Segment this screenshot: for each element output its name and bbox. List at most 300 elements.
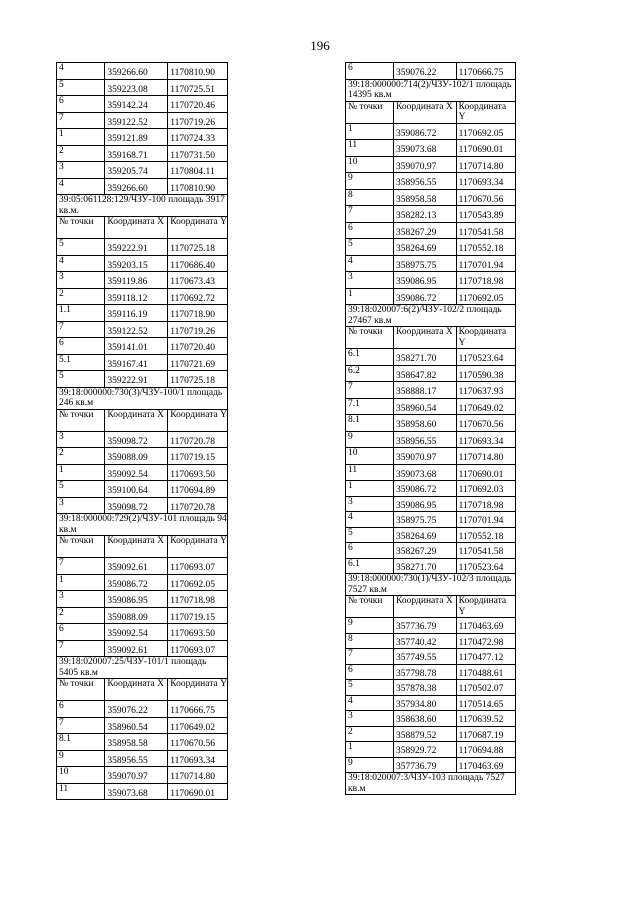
point-number: 2: [57, 145, 105, 162]
coordinate-y: 1170488.61: [456, 664, 515, 680]
table-row: [346, 481, 516, 497]
table-row: [346, 189, 516, 206]
table-row: [57, 591, 228, 608]
point-number: 7: [57, 558, 105, 575]
table-row: [346, 664, 516, 680]
point-number: 5: [346, 680, 394, 696]
coordinate-y: 1170720.46: [168, 96, 228, 113]
coordinate-y: 1170523.64: [456, 349, 515, 366]
coordinate-x: 359086.72: [394, 288, 457, 305]
header-row: [346, 327, 516, 349]
coordinate-y: 1170649.02: [168, 717, 228, 734]
header-coordinate-x: Координата X: [394, 327, 457, 349]
header-coordinate-y: Координата Y: [168, 536, 228, 558]
point-number: 7: [346, 382, 394, 399]
point-number: 8.1: [57, 734, 105, 751]
table-row: [346, 431, 516, 448]
point-number: 5: [57, 481, 105, 498]
coordinate-x: 359076.22: [394, 63, 457, 80]
point-number: 1: [346, 742, 394, 758]
coordinate-x: 358264.69: [394, 239, 457, 256]
point-number: 2: [57, 288, 105, 305]
point-number: 4: [346, 695, 394, 711]
coordinate-y: 1170692.05: [456, 123, 515, 140]
table-row: [57, 288, 228, 305]
header-point-number: № точки: [57, 536, 105, 558]
coordinate-y: 1170693.34: [168, 750, 228, 767]
coordinate-y: 1170718.98: [168, 591, 228, 608]
header-row: [57, 536, 228, 558]
coordinate-x: 359086.95: [394, 496, 457, 512]
table-row: [346, 63, 516, 80]
table-row: [346, 711, 516, 727]
coordinate-x: 359116.19: [105, 305, 168, 322]
table-row: [57, 272, 228, 289]
header-point-number: № точки: [57, 409, 105, 431]
table-row: [57, 558, 228, 575]
point-number: 8: [346, 189, 394, 206]
coordinate-y: 1170718.90: [168, 305, 228, 322]
coordinate-y: 1170690.01: [168, 783, 228, 800]
coordinate-x: 358958.58: [394, 189, 457, 206]
header-coordinate-x: Координата X: [105, 536, 168, 558]
coordinate-y: 1170541.58: [456, 543, 515, 559]
table-row: [57, 338, 228, 355]
table-row: [346, 156, 516, 173]
coordinate-x: 358956.55: [394, 431, 457, 448]
coordinate-x: 357740.42: [394, 633, 457, 649]
table-row: [346, 239, 516, 256]
coordinate-x: 359119.86: [105, 272, 168, 289]
point-number: 1: [346, 288, 394, 305]
coordinate-x: 359070.97: [394, 448, 457, 465]
coordinate-x: 358956.55: [105, 750, 168, 767]
header-coordinate-x: Координата X: [105, 679, 168, 701]
point-number: 7: [57, 321, 105, 338]
coordinate-x: 358271.70: [394, 558, 457, 574]
coordinate-y: 1170693.34: [456, 431, 515, 448]
section-title: 39:18:000000:730(3)/ЧЗУ-100/1 площадь 246 кв.м: [57, 387, 228, 409]
coordinate-x: 358267.29: [394, 222, 457, 239]
coordinate-y: 1170670.56: [168, 734, 228, 751]
table-row: [346, 272, 516, 289]
coordinate-y: 1170693.07: [168, 640, 228, 657]
header-coordinate-y: Координата Y: [456, 101, 515, 123]
coordinate-y: 1170472.98: [456, 633, 515, 649]
coordinate-y: 1170714.80: [456, 448, 515, 465]
table-row: [346, 726, 516, 742]
coordinate-y: 1170670.56: [456, 189, 515, 206]
table-row: [57, 145, 228, 162]
table-row: [346, 742, 516, 758]
table-row: [346, 140, 516, 157]
table-row: [346, 349, 516, 366]
point-number: 4: [57, 63, 105, 80]
coordinate-y: 1170719.15: [168, 607, 228, 624]
table-row: [346, 255, 516, 272]
table-row: [57, 701, 228, 718]
header-point-number: № точки: [57, 217, 105, 239]
point-number: 8: [346, 633, 394, 649]
point-number: 9: [346, 173, 394, 190]
point-number: 3: [57, 497, 105, 514]
coordinate-y: 1170720.78: [168, 497, 228, 514]
coordinate-y: 1170477.12: [456, 649, 515, 665]
table-row: [346, 680, 516, 696]
header-coordinate-y: Координата Y: [456, 327, 515, 349]
table-row: [57, 464, 228, 481]
coordinate-y: 1170694.89: [168, 481, 228, 498]
table-row: [346, 365, 516, 382]
table-row: [346, 448, 516, 465]
coordinate-x: 359086.72: [394, 123, 457, 140]
point-number: 8.1: [346, 415, 394, 432]
coordinate-y: 1170714.80: [168, 767, 228, 784]
coordinate-y: 1170720.40: [168, 338, 228, 355]
left-coordinates-column: [56, 62, 228, 800]
coordinate-x: 357749.55: [394, 649, 457, 665]
coordinate-x: 359086.72: [105, 574, 168, 591]
header-coordinate-y: Координата Y: [456, 596, 515, 618]
table-row: [346, 173, 516, 190]
coordinate-y: 1170719.26: [168, 112, 228, 129]
section-title: 39:18:020007:6(2)/ЧЗУ-102/2 площадь 27467 кв.м: [346, 305, 516, 327]
coordinate-y: 1170719.15: [168, 448, 228, 465]
table-row: [346, 496, 516, 512]
coordinate-y: 1170686.40: [168, 255, 228, 272]
coordinate-x: 357736.79: [394, 757, 457, 773]
header-coordinate-x: Координата X: [105, 217, 168, 239]
point-number: 1: [57, 574, 105, 591]
point-number: 9: [346, 757, 394, 773]
header-point-number: № точки: [346, 596, 394, 618]
point-number: 4: [57, 255, 105, 272]
point-number: 5: [346, 239, 394, 256]
table-row: [57, 239, 228, 256]
coordinate-y: 1170701.94: [456, 255, 515, 272]
table-row: [57, 574, 228, 591]
section-title-row: [346, 305, 516, 327]
coordinate-y: 1170463.69: [456, 618, 515, 634]
table-row: [346, 123, 516, 140]
header-row: [346, 101, 516, 123]
coordinate-x: 358960.54: [105, 717, 168, 734]
coordinate-x: 358975.75: [394, 255, 457, 272]
point-number: 5: [57, 79, 105, 96]
point-number: 6: [346, 222, 394, 239]
header-point-number: № точки: [346, 101, 394, 123]
point-number: 1.1: [57, 305, 105, 322]
table-row: [346, 649, 516, 665]
table-row: [57, 448, 228, 465]
point-number: 6.1: [346, 349, 394, 366]
coordinate-x: 359098.72: [105, 431, 168, 448]
point-number: 10: [57, 767, 105, 784]
table-row: [57, 129, 228, 146]
table-row: [57, 783, 228, 800]
coordinate-y: 1170692.05: [456, 288, 515, 305]
point-number: 6: [346, 664, 394, 680]
table-row: [57, 321, 228, 338]
coordinate-x: 359222.91: [105, 371, 168, 388]
coordinate-y: 1170694.88: [456, 742, 515, 758]
coordinate-x: 359086.95: [394, 272, 457, 289]
coordinate-y: 1170725.18: [168, 239, 228, 256]
coordinate-x: 358282.13: [394, 206, 457, 223]
coordinate-x: 359076.22: [105, 701, 168, 718]
table-row: [346, 757, 516, 773]
point-number: 6: [57, 338, 105, 355]
coordinate-y: 1170552.18: [456, 527, 515, 543]
coordinate-y: 1170721.69: [168, 354, 228, 371]
table-row: [346, 695, 516, 711]
header-coordinate-x: Координата X: [394, 596, 457, 618]
coordinate-y: 1170718.98: [456, 496, 515, 512]
page-number: 196: [310, 38, 330, 53]
coordinate-y: 1170692.03: [456, 481, 515, 497]
right-coordinates-column: [345, 62, 516, 795]
coordinate-y: 1170639.52: [456, 711, 515, 727]
table-row: [346, 618, 516, 634]
coordinate-x: 358647.82: [394, 365, 457, 382]
coordinate-x: 359142.24: [105, 96, 168, 113]
point-number: 5: [346, 527, 394, 543]
table-row: [346, 512, 516, 528]
coordinate-y: 1170543.89: [456, 206, 515, 223]
coordinate-x: 358960.54: [394, 398, 457, 415]
table-row: [57, 79, 228, 96]
coordinate-x: 359070.97: [105, 767, 168, 784]
coordinate-x: 359118.12: [105, 288, 168, 305]
point-number: 1: [57, 129, 105, 146]
coordinate-y: 1170666.75: [456, 63, 515, 80]
coordinate-y: 1170810.90: [168, 63, 228, 80]
coordinate-y: 1170720.78: [168, 431, 228, 448]
table-row: [57, 431, 228, 448]
coordinate-y: 1170724.33: [168, 129, 228, 146]
coordinate-y: 1170523.64: [456, 558, 515, 574]
table-row: [346, 558, 516, 574]
coordinate-y: 1170692.05: [168, 574, 228, 591]
point-number: 7: [346, 206, 394, 223]
point-number: 6: [57, 624, 105, 641]
header-coordinate-x: Координата X: [394, 101, 457, 123]
point-number: 6: [346, 63, 394, 80]
table-row: [346, 464, 516, 481]
header-coordinate-y: Координата Y: [168, 409, 228, 431]
section-title: 39:05:061128:129/ЧЗУ-100 площадь 3917 кв.м.: [57, 195, 228, 217]
table-row: [57, 96, 228, 113]
point-number: 7: [57, 112, 105, 129]
point-number: 7: [57, 640, 105, 657]
coordinate-x: 359266.60: [105, 178, 168, 195]
coordinate-y: 1170514.65: [456, 695, 515, 711]
coordinate-x: 358958.58: [105, 734, 168, 751]
point-number: 3: [346, 272, 394, 289]
section-title: 39:18:020007:3/ЧЗУ-103 площадь 7527 кв.м: [346, 773, 516, 795]
header-coordinate-y: Координата Y: [168, 217, 228, 239]
point-number: 4: [346, 255, 394, 272]
coordinate-x: 358638.60: [394, 711, 457, 727]
coordinate-y: 1170690.01: [456, 464, 515, 481]
coordinate-x: 359073.68: [394, 140, 457, 157]
coordinate-y: 1170719.26: [168, 321, 228, 338]
section-title-row: [346, 574, 516, 596]
coordinate-y: 1170810.90: [168, 178, 228, 195]
point-number: 7.1: [346, 398, 394, 415]
section-title-row: [57, 657, 228, 679]
coordinate-x: 358267.29: [394, 543, 457, 559]
coordinate-y: 1170687.19: [456, 726, 515, 742]
point-number: 2: [57, 607, 105, 624]
header-coordinate-y: Координата Y: [168, 679, 228, 701]
coordinate-x: 359168.71: [105, 145, 168, 162]
table-row: [57, 717, 228, 734]
coordinate-y: 1170541.58: [456, 222, 515, 239]
point-number: 3: [346, 496, 394, 512]
coordinate-x: 357934.80: [394, 695, 457, 711]
point-number: 5: [57, 371, 105, 388]
point-number: 2: [57, 448, 105, 465]
table-row: [346, 206, 516, 223]
coordinate-y: 1170502.07: [456, 680, 515, 696]
coordinate-x: 359100.64: [105, 481, 168, 498]
coordinate-x: 358929.72: [394, 742, 457, 758]
point-number: 6: [57, 701, 105, 718]
table-row: [57, 305, 228, 322]
coordinate-x: 359141.01: [105, 338, 168, 355]
coordinate-x: 359092.54: [105, 624, 168, 641]
coordinate-x: 358888.17: [394, 382, 457, 399]
table-row: [57, 734, 228, 751]
table-row: [346, 633, 516, 649]
table-row: [57, 607, 228, 624]
coordinate-x: 359098.72: [105, 497, 168, 514]
coordinate-x: 357878.38: [394, 680, 457, 696]
header-row: [57, 679, 228, 701]
coordinate-y: 1170725.18: [168, 371, 228, 388]
coordinate-x: 359092.61: [105, 640, 168, 657]
section-title-row: [346, 773, 516, 795]
point-number: 1: [57, 464, 105, 481]
point-number: 9: [346, 618, 394, 634]
table-row: [57, 112, 228, 129]
section-title-row: [57, 387, 228, 409]
table-row: [57, 178, 228, 195]
table-row: [57, 640, 228, 657]
point-number: 10: [346, 156, 394, 173]
coordinate-y: 1170692.72: [168, 288, 228, 305]
coordinate-y: 1170637.93: [456, 382, 515, 399]
table-row: [346, 527, 516, 543]
coordinate-y: 1170552.18: [456, 239, 515, 256]
coordinate-y: 1170690.01: [456, 140, 515, 157]
coordinate-y: 1170701.94: [456, 512, 515, 528]
section-title: 39:18:000000:730(1)/ЧЗУ-102/3 площадь 7527 кв.м: [346, 574, 516, 596]
coordinate-y: 1170718.98: [456, 272, 515, 289]
coordinate-x: 357798.78: [394, 664, 457, 680]
point-number: 5.1: [57, 354, 105, 371]
coordinate-y: 1170693.07: [168, 558, 228, 575]
table-row: [57, 354, 228, 371]
coordinate-y: 1170463.69: [456, 757, 515, 773]
point-number: 7: [57, 717, 105, 734]
section-title: 39:18:020007:25/ЧЗУ-101/1 площадь 5405 кв.м: [57, 657, 228, 679]
coordinate-y: 1170804.11: [168, 162, 228, 179]
header-point-number: № точки: [57, 679, 105, 701]
point-number: 11: [57, 783, 105, 800]
coordinate-x: 359205.74: [105, 162, 168, 179]
point-number: 3: [57, 272, 105, 289]
point-number: 11: [346, 464, 394, 481]
coordinate-y: 1170666.75: [168, 701, 228, 718]
point-number: 3: [57, 431, 105, 448]
coordinate-x: 359073.68: [394, 464, 457, 481]
section-title-row: [57, 514, 228, 536]
section-title: 39:18:000000:714(2)/ЧЗУ-102/1 площадь 14395 кв.м: [346, 79, 516, 101]
point-number: 1: [346, 481, 394, 497]
table-row: [346, 222, 516, 239]
coordinate-x: 358271.70: [394, 349, 457, 366]
point-number: 4: [57, 178, 105, 195]
point-number: 6.1: [346, 558, 394, 574]
coordinate-y: 1170670.56: [456, 415, 515, 432]
coordinate-x: 358958.60: [394, 415, 457, 432]
table-row: [346, 415, 516, 432]
coordinate-x: 359088.09: [105, 448, 168, 465]
coordinate-x: 358975.75: [394, 512, 457, 528]
coordinate-x: 358956.55: [394, 173, 457, 190]
point-number: 1: [346, 123, 394, 140]
table-row: [57, 497, 228, 514]
point-number: 3: [57, 591, 105, 608]
table-row: [57, 481, 228, 498]
table-row: [57, 371, 228, 388]
coordinate-y: 1170649.02: [456, 398, 515, 415]
coordinate-y: 1170693.50: [168, 624, 228, 641]
header-row: [57, 409, 228, 431]
point-number: 2: [346, 726, 394, 742]
section-title: 39:18:000000:729(2)/ЧЗУ-101 площадь 94 кв.м: [57, 514, 228, 536]
coordinate-y: 1170673.43: [168, 272, 228, 289]
header-row: [57, 217, 228, 239]
coordinate-x: 359073.68: [105, 783, 168, 800]
coordinate-y: 1170725.51: [168, 79, 228, 96]
point-number: 6: [346, 543, 394, 559]
coordinate-y: 1170590.38: [456, 365, 515, 382]
point-number: 7: [346, 649, 394, 665]
coordinate-x: 359121.89: [105, 129, 168, 146]
header-row: [346, 596, 516, 618]
table-row: [57, 750, 228, 767]
point-number: 6: [57, 96, 105, 113]
coordinate-x: 359122.52: [105, 321, 168, 338]
coordinate-x: 359070.97: [394, 156, 457, 173]
table-row: [346, 382, 516, 399]
point-number: 5: [57, 239, 105, 256]
coordinate-x: 359092.61: [105, 558, 168, 575]
table-row: [57, 767, 228, 784]
table-row: [346, 288, 516, 305]
point-number: 9: [346, 431, 394, 448]
table-row: [346, 543, 516, 559]
table-row: [57, 624, 228, 641]
table-row: [57, 255, 228, 272]
right-coordinates-table: [345, 62, 516, 795]
left-coordinates-table: [56, 62, 228, 800]
coordinate-x: 359122.52: [105, 112, 168, 129]
point-number: 10: [346, 448, 394, 465]
